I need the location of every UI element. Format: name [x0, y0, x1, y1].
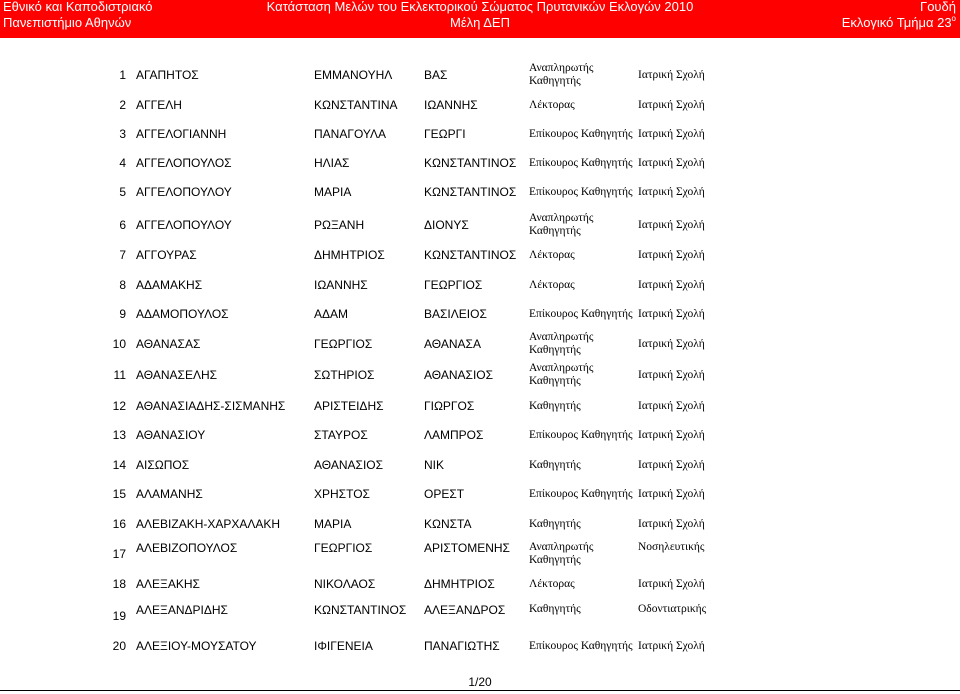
member-first-name: ΔΗΜΗΤΡΙΟΣ	[314, 248, 385, 262]
member-school: Ιατρική Σχολή	[638, 128, 705, 140]
member-father-name: ΙΩΑΝΝΗΣ	[424, 98, 478, 112]
location-name: Γουδή	[920, 0, 956, 14]
member-school: Οδοντιατρικής	[638, 603, 707, 615]
member-father-name: ΑΘΑΝΑΣΑ	[424, 337, 481, 351]
member-school: Ιατρική Σχολή	[638, 186, 705, 198]
member-rank: Αναπληρωτής Καθηγητής	[529, 331, 594, 356]
member-rank: Καθηγητής	[529, 518, 581, 530]
member-surname: ΑΓΓΕΛΟΓΙΑΝΝΗ	[136, 127, 227, 141]
member-first-name: ΠΑΝΑΓΟΥΛΑ	[314, 127, 387, 141]
member-school: Ιατρική Σχολή	[638, 69, 705, 81]
report-title-line1: Κατάσταση Μελών του Εκλεκτορικού Σώματος Πρυτανικών Εκλογών 2010	[266, 0, 694, 14]
row-number: 1	[119, 68, 126, 82]
member-rank: Επίκουρος Καθηγητής	[529, 488, 633, 500]
member-rank: Επίκουρος Καθηγητής	[529, 157, 633, 169]
row-number: 3	[119, 127, 126, 141]
member-first-name: ΧΡΗΣΤΟΣ	[314, 487, 370, 501]
member-first-name: ΓΕΩΡΓΙΟΣ	[314, 541, 373, 555]
member-surname: ΑΛΑΜΑΝΗΣ	[136, 487, 203, 501]
row-number: 17	[112, 547, 126, 561]
member-first-name: ΙΩΑΝΝΗΣ	[314, 278, 368, 292]
member-surname: ΑΛΕΞΙΟΥ-ΜΟΥΣΑΤΟΥ	[136, 639, 257, 653]
member-first-name: ΑΘΑΝΑΣΙΟΣ	[314, 458, 384, 472]
row-number: 9	[119, 307, 126, 321]
member-school: Ιατρική Σχολή	[638, 308, 705, 320]
member-school: Ιατρική Σχολή	[638, 429, 705, 441]
member-first-name: ΚΩΝΣΤΑΝΤΙΝΑ	[314, 98, 398, 112]
member-surname: ΑΘΑΝΑΣΙΟΥ	[136, 428, 206, 442]
member-school: Ιατρική Σχολή	[638, 459, 705, 471]
member-school: Ιατρική Σχολή	[638, 369, 705, 381]
member-first-name: ΣΤΑΥΡΟΣ	[314, 428, 368, 442]
member-school: Ιατρική Σχολή	[638, 400, 705, 412]
member-surname: ΑΓΓΕΛΟΠΟΥΛΟΥ	[136, 218, 232, 232]
member-father-name: ΑΛΕΞΑΝΔΡΟΣ	[424, 603, 506, 617]
member-school: Ιατρική Σχολή	[638, 219, 705, 231]
member-surname: ΑΔΑΜΑΚΗΣ	[136, 278, 203, 292]
member-school: Ιατρική Σχολή	[638, 578, 705, 590]
row-number: 15	[112, 487, 126, 501]
member-rank: Καθηγητής	[529, 400, 581, 412]
member-rank: Αναπληρωτής Καθηγητής	[529, 541, 594, 566]
member-father-name: ΚΩΝΣΤΑΝΤΙΝΟΣ	[424, 185, 517, 199]
member-father-name: ΓΙΩΡΓΟΣ	[424, 399, 475, 413]
polling-section-ordinal: ο	[951, 14, 956, 23]
member-father-name: ΔΗΜΗΤΡΙΟΣ	[424, 577, 495, 591]
member-rank: Λέκτορας	[529, 279, 575, 291]
row-number: 18	[112, 577, 126, 591]
member-father-name: ΒΑΣ	[424, 68, 448, 82]
member-first-name: ΗΛΙΑΣ	[314, 156, 350, 170]
member-father-name: ΚΩΝΣΤΑ	[424, 517, 472, 531]
member-father-name: ΑΘΑΝΑΣΙΟΣ	[424, 368, 494, 382]
page-number: 1/20	[468, 675, 492, 689]
university-name-line2: Πανεπιστήμιο Αθηνών	[3, 15, 132, 30]
row-number: 6	[119, 218, 126, 232]
member-first-name: ΜΑΡΙΑ	[314, 185, 352, 199]
member-school: Ιατρική Σχολή	[638, 279, 705, 291]
member-first-name: ΓΕΩΡΓΙΟΣ	[314, 337, 373, 351]
member-first-name: ΕΜΜΑΝΟΥΗΛ	[314, 68, 393, 82]
member-surname: ΑΛΕΞΑΚΗΣ	[136, 577, 200, 591]
row-number: 7	[119, 248, 126, 262]
member-surname: ΑΘΑΝΑΣΑΣ	[136, 337, 201, 351]
member-father-name: ΠΑΝΑΓΙΩΤΗΣ	[424, 639, 500, 653]
member-school: Ιατρική Σχολή	[638, 157, 705, 169]
member-rank: Καθηγητής	[529, 603, 581, 615]
member-surname: ΑΓΓΕΛΟΠΟΥΛΟΣ	[136, 156, 232, 170]
member-surname: ΑΛΕΒΙΖΟΠΟΥΛΟΣ	[136, 541, 238, 555]
row-number: 20	[112, 639, 126, 653]
member-school: Ιατρική Σχολή	[638, 518, 705, 530]
member-school: Νοσηλευτικής	[638, 541, 705, 553]
member-father-name: ΛΑΜΠΡΟΣ	[424, 428, 484, 442]
row-number: 16	[112, 517, 126, 531]
row-number: 14	[112, 458, 126, 472]
member-surname: ΑΘΑΝΑΣΕΛΗΣ	[136, 368, 218, 382]
row-number: 8	[119, 278, 126, 292]
row-number: 4	[119, 156, 126, 170]
member-rank: Καθηγητής	[529, 459, 581, 471]
member-rank: Λέκτορας	[529, 578, 575, 590]
member-surname: ΑΛΕΞΑΝΔΡΙΔΗΣ	[136, 603, 228, 617]
member-first-name: ΣΩΤΗΡΙΟΣ	[314, 368, 375, 382]
row-number: 2	[119, 98, 126, 112]
row-number: 12	[112, 399, 126, 413]
member-father-name: ΔΙΟΝΥΣ	[424, 218, 469, 232]
row-number: 5	[119, 185, 126, 199]
member-surname: ΑΔΑΜΟΠΟΥΛΟΣ	[136, 307, 229, 321]
member-father-name: ΚΩΝΣΤΑΝΤΙΝΟΣ	[424, 248, 517, 262]
member-rank: Επίκουρος Καθηγητής	[529, 429, 633, 441]
member-first-name: ΙΦΙΓΕΝΕΙΑ	[314, 639, 373, 653]
member-rank: Επίκουρος Καθηγητής	[529, 308, 633, 320]
member-rank: Αναπληρωτής Καθηγητής	[529, 362, 594, 387]
member-surname: ΑΓΓΕΛΟΠΟΥΛΟΥ	[136, 185, 232, 199]
member-first-name: ΚΩΝΣΤΑΝΤΙΝΟΣ	[314, 603, 407, 617]
member-school: Ιατρική Σχολή	[638, 338, 705, 350]
member-father-name: ΓΕΩΡΓΙΟΣ	[424, 278, 483, 292]
report-subtitle: Μέλη ΔΕΠ	[450, 15, 510, 30]
member-first-name: ΑΡΙΣΤΕΙΔΗΣ	[314, 399, 384, 413]
member-first-name: ΝΙΚΟΛΑΟΣ	[314, 577, 376, 591]
university-name-line1: Εθνικό και Καποδιστριακό	[3, 0, 153, 14]
row-number: 10	[112, 337, 126, 351]
member-father-name: ΒΑΣΙΛΕΙΟΣ	[424, 307, 487, 321]
member-father-name: ΚΩΝΣΤΑΝΤΙΝΟΣ	[424, 156, 517, 170]
member-father-name: ΑΡΙΣΤΟΜΕΝΗΣ	[424, 541, 510, 555]
member-surname: ΑΙΣΩΠΟΣ	[136, 458, 190, 472]
member-school: Ιατρική Σχολή	[638, 99, 705, 111]
member-father-name: ΓΕΩΡΓΙ	[424, 127, 466, 141]
row-number: 11	[113, 368, 126, 382]
polling-section-label: Εκλογικό Τμήμα 23	[841, 15, 952, 30]
member-father-name: ΟΡΕΣΤ	[424, 487, 465, 501]
member-rank: Λέκτορας	[529, 249, 575, 261]
member-first-name: ΜΑΡΙΑ	[314, 517, 352, 531]
member-school: Ιατρική Σχολή	[638, 640, 705, 652]
member-rank: Επίκουρος Καθηγητής	[529, 640, 633, 652]
member-surname: ΑΘΑΝΑΣΙΑΔΗΣ-ΣΙΣΜΑΝΗΣ	[136, 399, 286, 413]
row-number: 13	[112, 428, 126, 442]
member-rank: Επίκουρος Καθηγητής	[529, 186, 633, 198]
member-rank: Επίκουρος Καθηγητής	[529, 128, 633, 140]
member-first-name: ΑΔΑΜ	[314, 307, 349, 321]
member-surname: ΑΛΕΒΙΖΑΚΗ-ΧΑΡΧΑΛΑΚΗ	[136, 517, 281, 531]
member-first-name: ΡΩΞΑΝΗ	[314, 218, 365, 232]
bottom-rule	[0, 690, 960, 691]
member-rank: Αναπληρωτής Καθηγητής	[529, 62, 594, 87]
member-school: Ιατρική Σχολή	[638, 249, 705, 261]
row-number: 19	[112, 609, 126, 623]
member-school: Ιατρική Σχολή	[638, 488, 705, 500]
member-father-name: ΝΙΚ	[424, 458, 445, 472]
member-rank: Αναπληρωτής Καθηγητής	[529, 212, 594, 237]
member-surname: ΑΓΓΕΛΗ	[136, 98, 182, 112]
member-rank: Λέκτορας	[529, 99, 575, 111]
member-surname: ΑΓΑΠΗΤΟΣ	[136, 68, 199, 82]
member-surname: ΑΓΓΟΥΡΑΣ	[136, 248, 197, 262]
